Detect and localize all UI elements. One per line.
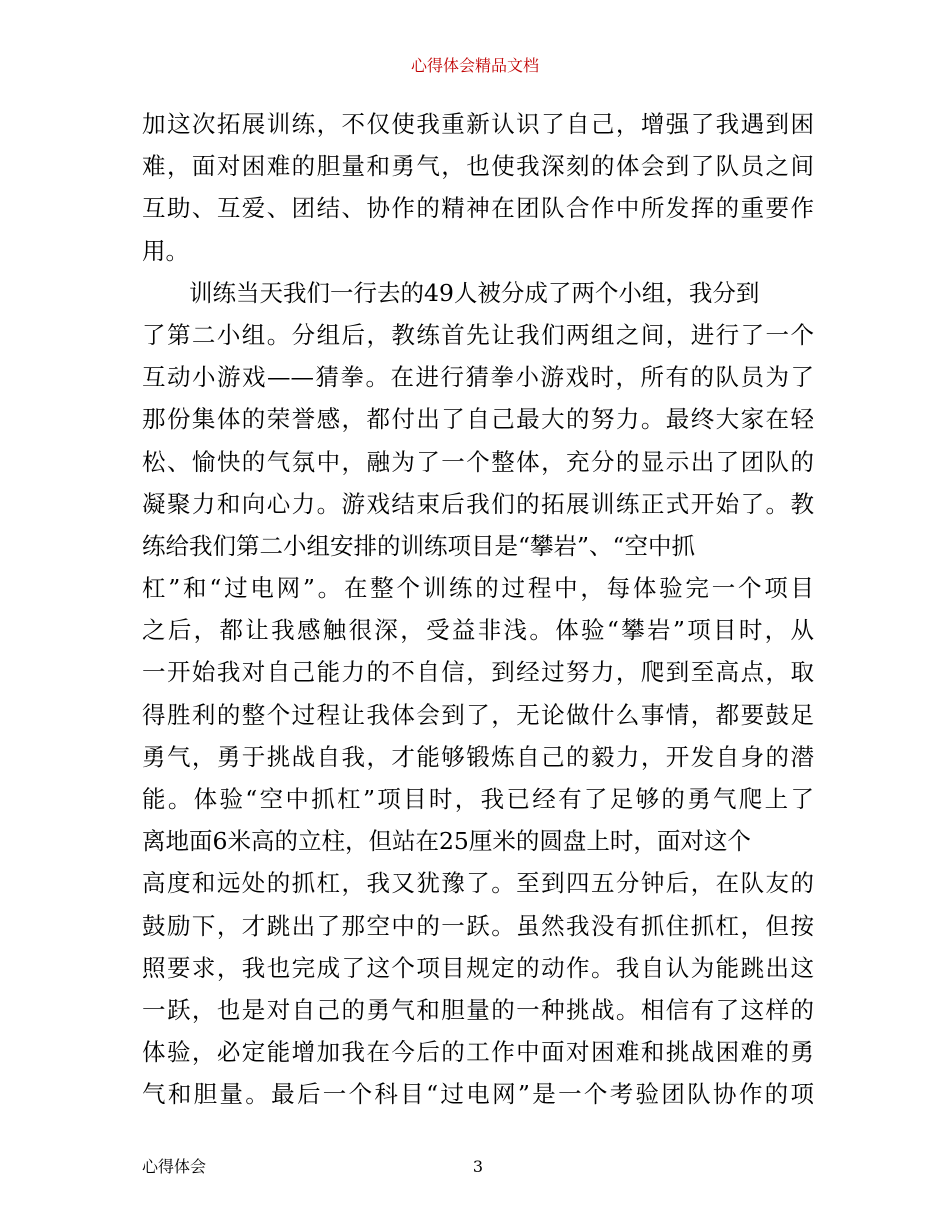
footer-label: 心得体会 bbox=[142, 1157, 207, 1176]
text-line: 气和胆量。最后一个科目“过电网”是一个考验团队协作的项 bbox=[142, 1080, 814, 1109]
text-line: 体验，必定能增加我在今后的工作中面对困难和挑战困难的勇 bbox=[142, 1038, 814, 1067]
text-line: 那份集体的荣誉感，都付出了自己最大的努力。最终大家在轻 bbox=[142, 405, 814, 434]
text-line: 之后，都让我感触很深，受益非浅。体验“攀岩”项目时，从 bbox=[142, 616, 814, 645]
text-line: 松、愉快的气氛中，融为了一个整体，充分的显示出了团队的 bbox=[142, 447, 814, 476]
text-line: 能。体验“空中抓杠”项目时，我已经有了足够的勇气爬上了 bbox=[142, 785, 814, 813]
text-line: 杠”和“过电网”。在整个训练的过程中，每体验完一个项目 bbox=[142, 574, 814, 603]
text-line: 了第二小组。分组后，教练首先让我们两组之间，进行了一个 bbox=[142, 320, 814, 349]
text-line: 鼓励下，才跳出了那空中的一跃。虽然我没有抓住抓杠，但按 bbox=[142, 911, 814, 940]
page-header: 心得体会精品文档 bbox=[410, 56, 539, 75]
text-line: 离地面6米高的立柱，但站在25厘米的圆盘上时，面对这个 bbox=[142, 827, 751, 856]
text-line: 高度和远处的抓杠，我又犹豫了。至到四五分钟后，在队友的 bbox=[142, 869, 814, 898]
text-line: 加这次拓展训练，不仅使我重新认识了自己，增强了我遇到困 bbox=[142, 110, 814, 138]
text-line: 互助、互爱、团结、协作的精神在团队合作中所发挥的重要作 bbox=[142, 194, 814, 223]
text-line: 训练当天我们一行去的49人被分成了两个小组，我分到 bbox=[142, 278, 760, 307]
page-footer bbox=[142, 1155, 814, 1179]
text-line: 一跃，也是对自己的勇气和胆量的一种挑战。相信有了这样的 bbox=[142, 995, 814, 1024]
text-line: 互动小游戏——猜拳。在进行猜拳小游戏时，所有的队员为了 bbox=[142, 363, 814, 392]
text-line: 用。 bbox=[142, 236, 189, 265]
text-line: 勇气，勇于挑战自我，才能够锻炼自己的毅力，开发自身的潜 bbox=[142, 742, 814, 771]
document-body bbox=[142, 103, 814, 1116]
text-line: 照要求，我也完成了这个项目规定的动作。我自认为能跳出这 bbox=[142, 953, 814, 982]
text-line: 得胜利的整个过程让我体会到了，无论做什么事情，都要鼓足 bbox=[142, 700, 814, 729]
text-line: 凝聚力和向心力。游戏结束后我们的拓展训练正式开始了。教 bbox=[142, 489, 814, 518]
text-line: 一开始我对自己能力的不自信，到经过努力，爬到至高点，取 bbox=[142, 658, 814, 687]
text-line: 难，面对困难的胆量和勇气，也使我深刻的体会到了队员之间 bbox=[142, 152, 814, 181]
page-number: 3 bbox=[472, 1157, 484, 1176]
text-line: 练给我们第二小组安排的训练项目是“攀岩”、“空中抓 bbox=[142, 531, 696, 560]
